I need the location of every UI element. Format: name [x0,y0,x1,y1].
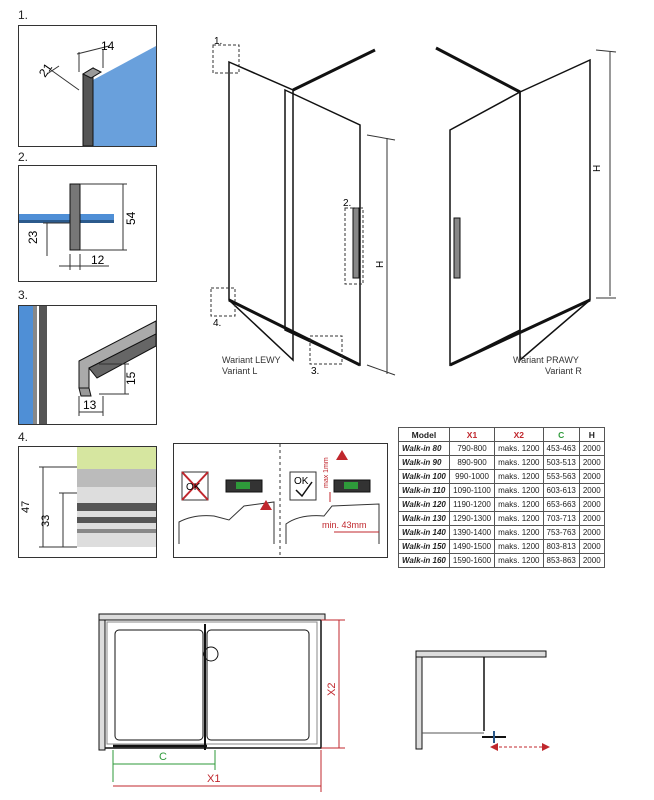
table-cell: Walk-in 120 [399,498,450,512]
table-cell: 2000 [579,526,604,540]
detail-2-panel [18,165,157,282]
variant-right-label-en: Variant R [545,366,582,376]
table-row [399,456,605,470]
detail-3-panel [18,305,157,425]
dim-12: 12 [91,253,105,267]
variant-right-label-pl: Wariant PRAWY [513,355,579,365]
level-bad-label: OK [186,482,201,493]
dim-13: 13 [83,398,97,412]
table-cell: 2000 [579,442,604,456]
table-cell: 2000 [579,512,604,526]
variant-left-label-pl: Wariant LEWY [222,355,281,365]
table-cell: 990-1000 [449,470,494,484]
dim-15: 15 [124,371,138,385]
spec-table [398,427,605,568]
table-cell: 790-800 [449,442,494,456]
plan-x1-label: X1 [207,773,221,785]
step-3-label: 3. [18,288,29,302]
table-cell: 1590-1600 [449,554,494,568]
table-cell: 2000 [579,498,604,512]
plan-c-label: C [159,751,167,763]
level-good-label: OK [294,476,309,487]
dim-33: 33 [40,514,52,527]
detail-1-drawing [19,26,156,146]
table-cell: maks. 1200 [495,470,543,484]
table-cell: Walk-in 90 [399,456,450,470]
table-cell: 1290-1300 [449,512,494,526]
table-cell: maks. 1200 [495,484,543,498]
table-cell: 653-663 [543,498,579,512]
table-cell: maks. 1200 [495,512,543,526]
variant-right-drawing [420,30,620,380]
table-cell: 1490-1500 [449,540,494,554]
level-min-label: min. 43mm [322,520,367,530]
table-cell: maks. 1200 [495,540,543,554]
table-cell: 2000 [579,554,604,568]
step-4-label: 4. [18,430,29,444]
table-row [399,512,605,526]
callout-1: 1. [214,36,223,47]
callout-3: 3. [311,366,320,377]
header-x2: X2 [495,428,543,442]
callout-4: 4. [213,318,222,329]
table-cell: 853-863 [543,554,579,568]
variant-left-label-en: Variant L [222,366,258,376]
dim-14: 14 [101,39,115,53]
detail-2-drawing [19,166,156,281]
table-cell: 703-713 [543,512,579,526]
header-h: H [579,428,604,442]
table-cell: 1090-1100 [449,484,494,498]
header-model: Model [399,428,450,442]
table-cell: Walk-in 150 [399,540,450,554]
step-1-label: 1. [18,8,29,22]
table-row [399,470,605,484]
header-c: C [543,428,579,442]
table-row [399,540,605,554]
table-cell: 2000 [579,456,604,470]
floor-plan-drawing [95,610,355,798]
height-right: H [592,164,603,172]
height-left: H [375,260,386,268]
table-cell: maks. 1200 [495,456,543,470]
callout-2: 2. [343,198,352,209]
detail-4-drawing [19,447,156,557]
table-row [399,498,605,512]
table-cell: Walk-in 100 [399,470,450,484]
level-panel [173,443,388,558]
table-cell: 2000 [579,540,604,554]
plan-x2-label: X2 [326,682,338,696]
table-cell: maks. 1200 [495,498,543,512]
table-cell: maks. 1200 [495,442,543,456]
table-row [399,554,605,568]
table-cell: 890-900 [449,456,494,470]
detail-4-panel [18,446,157,558]
table-cell: Walk-in 130 [399,512,450,526]
table-cell: 553-563 [543,470,579,484]
table-cell: 803-813 [543,540,579,554]
table-cell: Walk-in 160 [399,554,450,568]
table-row [399,442,605,456]
spec-table-header-row [399,428,605,442]
dim-54: 54 [124,211,138,225]
table-cell: 453-463 [543,442,579,456]
table-cell: maks. 1200 [495,554,543,568]
dim-23: 23 [26,230,40,244]
table-cell: Walk-in 140 [399,526,450,540]
dim-47: 47 [20,500,32,513]
table-cell: Walk-in 110 [399,484,450,498]
table-cell: 503-513 [543,456,579,470]
step-2-label: 2. [18,150,29,164]
detail-1-panel [18,25,157,147]
level-drawing [174,444,387,557]
table-cell: 2000 [579,484,604,498]
table-cell: Walk-in 80 [399,442,450,456]
table-row [399,484,605,498]
table-cell: 603-613 [543,484,579,498]
small-plan-drawing [410,645,560,760]
level-max-label: max 1mm [323,457,330,488]
table-cell: 1390-1400 [449,526,494,540]
dim-21: 21 [35,60,56,80]
table-cell: 753-763 [543,526,579,540]
detail-3-drawing [19,306,156,424]
table-cell: maks. 1200 [495,526,543,540]
table-cell: 2000 [579,470,604,484]
variant-left-drawing [205,30,405,380]
table-row [399,526,605,540]
table-cell: 1190-1200 [449,498,494,512]
header-x1: X1 [449,428,494,442]
